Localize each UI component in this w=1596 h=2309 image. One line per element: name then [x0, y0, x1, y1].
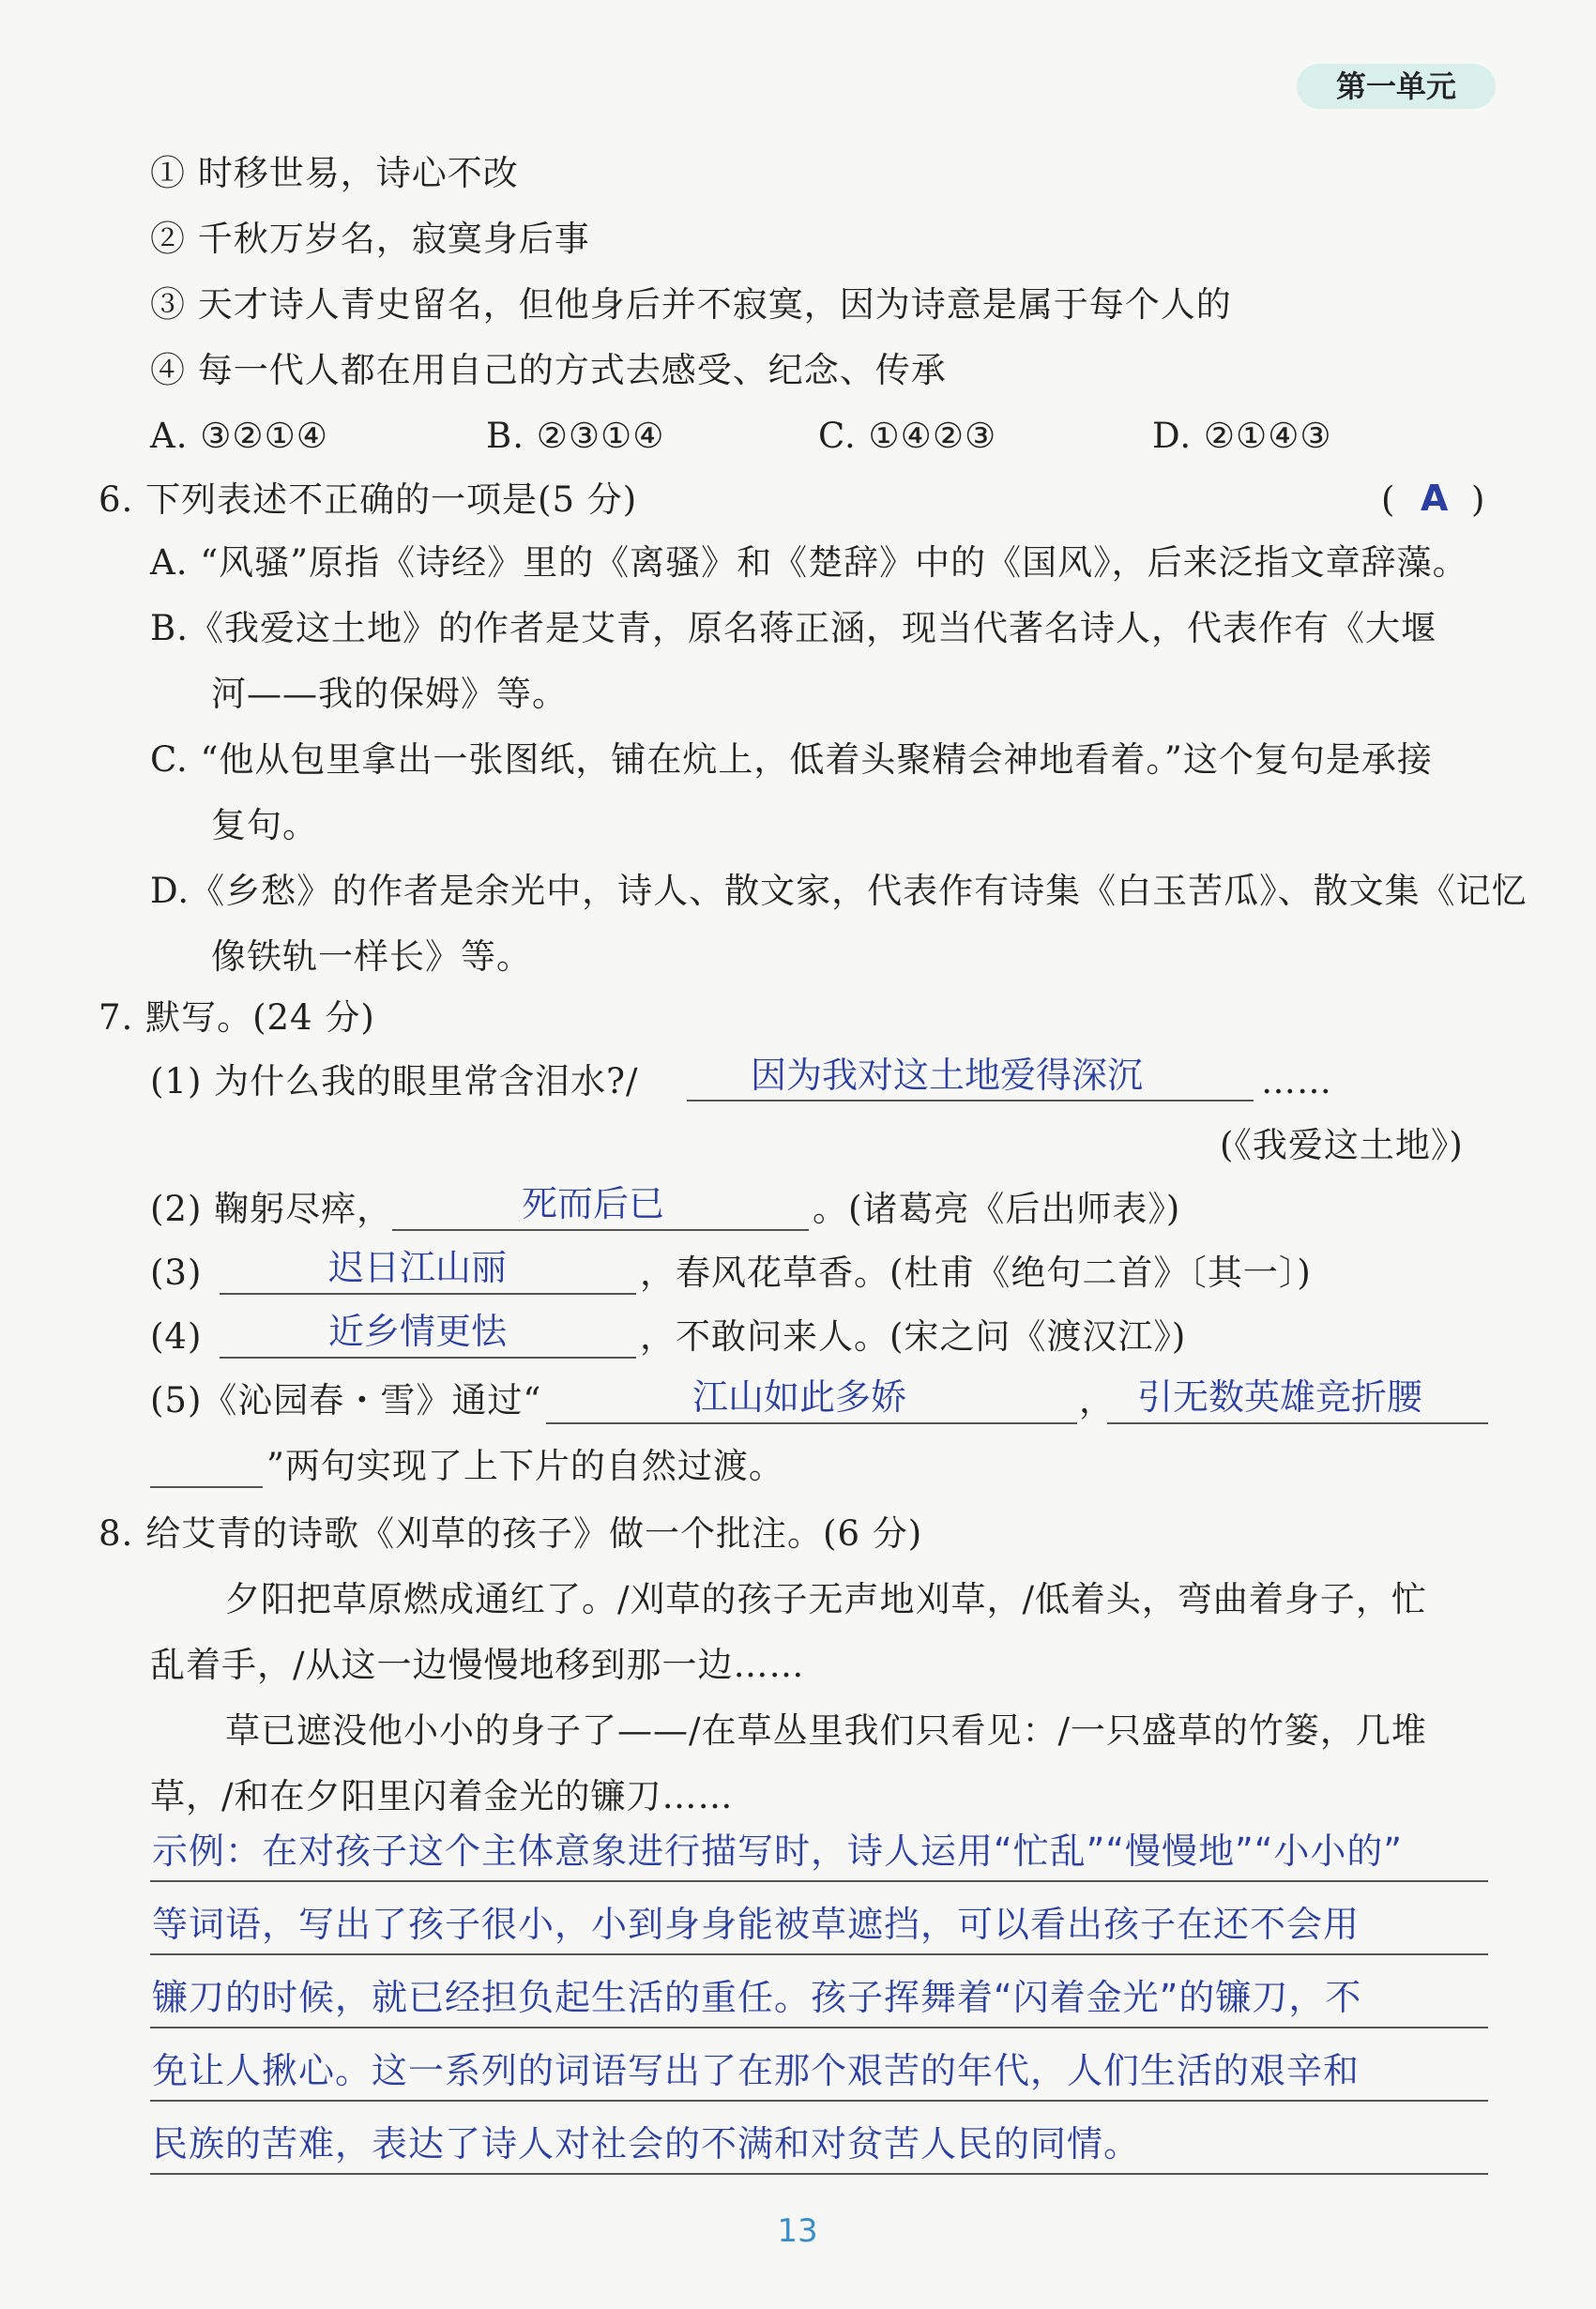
q6-option-a: A. “风骚”原指《诗经》里的《离骚》和《楚辞》中的《国风》，后来泛指文章辞藻。: [150, 542, 1468, 583]
q8-answer-line-5: 民族的苦难，表达了诗人对社会的不满和对贫苦人民的同情。: [152, 2123, 1141, 2165]
q5-option-d: D. ②①④③: [1152, 416, 1332, 456]
q8-poem-line-4: 草，/和在夕阳里闪着金光的镰刀……: [150, 1776, 734, 1816]
q6-option-c-cont: 复句。: [211, 805, 318, 845]
q7-s2-answer: 死而后已: [522, 1183, 665, 1224]
q8-stem: 8. 给艾青的诗歌《刈草的孩子》做一个批注。(6 分): [99, 1513, 923, 1554]
q6-option-b-cont: 河——我的保姆》等。: [211, 674, 568, 714]
q8-answer-line-2: 等词语，写出了孩子很小，小到身身能被草遮挡，可以看出孩子在还不会用: [152, 1904, 1360, 1945]
q8-writing-line-5: [150, 2173, 1488, 2175]
q5-option-c: C. ①④②③: [818, 416, 997, 456]
q7-s5-blank-2-line2: [150, 1486, 263, 1488]
q8-answer-line-3: 镰刀的时候，就已经担负起生活的重任。孩子挥舞着“闪着金光”的镰刀，不: [152, 1977, 1362, 2018]
q7-s1-suffix: ……: [1261, 1061, 1332, 1101]
q7-s3-blank: [220, 1293, 636, 1295]
q8-answer-line-1: 示例：在对孩子这个主体意象进行描写时，诗人运用“忙乱”“慢慢地”“小小的”: [152, 1830, 1404, 1872]
q7-s1-blank: [687, 1100, 1254, 1101]
q8-poem-line-1: 夕阳把草原燃成通红了。/刈草的孩子无声地刈草，/低着头，弯曲着身子，忙: [225, 1579, 1427, 1619]
q8-writing-line-3: [150, 2027, 1488, 2028]
q6-answer: A: [1421, 478, 1449, 519]
q6-option-d: D.《乡愁》的作者是余光中，诗人、散文家，代表作有诗集《白玉苦瓜》、散文集《记忆: [150, 871, 1528, 911]
q7-s5-blank-2-line1: [1107, 1422, 1488, 1424]
q6-option-d-cont: 像铁轨一样长》等。: [211, 936, 532, 977]
q7-s5-comma: ，: [1079, 1380, 1115, 1420]
q7-s5-line2: ”两句实现了上下片的自然过渡。: [266, 1446, 784, 1486]
q7-s1-answer: 因为我对这土地爱得深沉: [751, 1055, 1144, 1096]
q5-item-4: ④ 每一代人都在用自己的方式去感受、纪念、传承: [150, 350, 947, 390]
q7-s4-suffix: ，不敢问来人。(宋之问《渡汉江》): [640, 1316, 1187, 1357]
q5-item-2: ② 千秋万岁名，寂寞身后事: [150, 219, 590, 259]
q7-s5-prefix: (5)《沁园春・雪》通过“: [150, 1380, 542, 1420]
q6-paren-open: (: [1381, 479, 1396, 520]
page-number: 13: [777, 2212, 818, 2250]
q7-s5-answer-1: 江山如此多娇: [692, 1376, 907, 1418]
q7-s4-prefix: (4): [150, 1316, 203, 1357]
q7-s1-prefix: (1) 为什么我的眼里常含泪水?/: [150, 1061, 639, 1101]
q7-s4-answer: 近乡情更怯: [328, 1311, 508, 1352]
q8-poem-line-2: 乱着手，/从这一边慢慢地移到那一边……: [150, 1645, 805, 1685]
unit-badge: 第一单元: [1297, 64, 1496, 109]
q7-s3-suffix: ，春风花草香。(杜甫《绝句二首》〔其一〕): [640, 1253, 1312, 1293]
q7-s2-prefix: (2) 鞠躬尽瘁，: [150, 1189, 393, 1229]
q8-writing-line-1: [150, 1880, 1488, 1882]
q7-s3-prefix: (3): [150, 1253, 203, 1293]
q8-poem-line-3: 草已遮没他小小的身子了——/在草丛里我们只看见：/一只盛草的竹篓，几堆: [225, 1710, 1427, 1751]
q6-paren-close: ): [1471, 479, 1486, 520]
q5-item-3: ③ 天才诗人青史留名，但他身后并不寂寞，因为诗意是属于每个人的: [150, 284, 1232, 325]
q8-writing-line-4: [150, 2100, 1488, 2102]
q7-s4-blank: [220, 1357, 636, 1359]
q7-s5-blank-1: [546, 1422, 1077, 1424]
q6-stem: 6. 下列表述不正确的一项是(5 分): [99, 479, 638, 520]
q8-writing-line-2: [150, 1953, 1488, 1955]
q7-s1-source: (《我爱这土地》): [1220, 1125, 1464, 1165]
q8-answer-line-4: 免让人揪心。这一系列的词语写出了在那个艰苦的年代，人们生活的艰辛和: [152, 2050, 1360, 2091]
q7-s5-answer-2: 引无数英雄竞折腰: [1137, 1376, 1423, 1418]
q6-option-b: B.《我爱这土地》的作者是艾青，原名蒋正涵，现当代著名诗人，代表作有《大堰: [150, 608, 1436, 648]
q5-option-a: A. ③②①④: [150, 416, 328, 456]
q5-item-1: ① 时移世易，诗心不改: [150, 153, 519, 193]
q6-option-c: C. “他从包里拿出一张图纸，铺在炕上，低着头聚精会神地看着。”这个复句是承接: [150, 739, 1433, 780]
q5-option-b: B. ②③①④: [486, 416, 665, 456]
q7-s2-suffix: 。(诸葛亮《后出师表》): [813, 1189, 1181, 1229]
q7-s3-answer: 迟日江山丽: [328, 1247, 508, 1288]
q7-stem: 7. 默写。(24 分): [99, 997, 375, 1038]
q7-s2-blank: [392, 1229, 809, 1231]
